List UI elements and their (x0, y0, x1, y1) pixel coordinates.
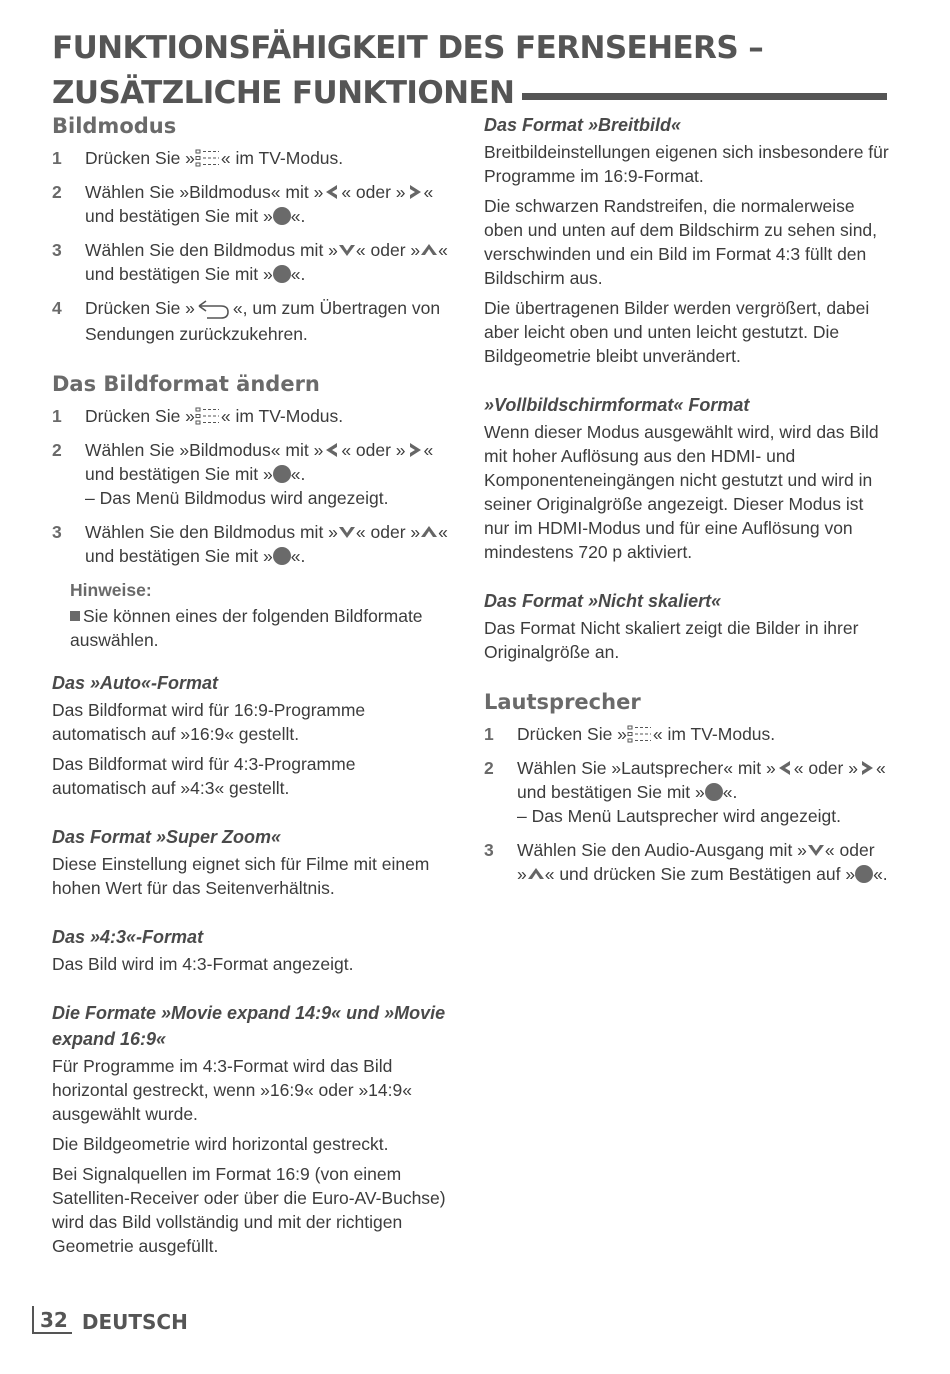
page-title (52, 26, 887, 116)
paragraph: Das Bildformat wird für 16:9-Programme automatisch auf »16:9« gestellt. (52, 700, 366, 744)
step-number: 2 (52, 182, 62, 202)
footer-language: DEUTSCH (81, 1310, 188, 1334)
lautsprecher-steps (484, 722, 889, 886)
paragraph: Breitbildeinstellungen eigenen sich insbesondere für Programme im 16:9-Format. (484, 142, 889, 186)
paragraph: Das Bildformat wird für 4:3-Programme automatisch auf »4:3« gestellt. (52, 754, 356, 798)
bildformat-steps (52, 404, 452, 568)
subheading-auto: Das »Auto«-Format (52, 673, 219, 693)
page-footer (32, 1306, 188, 1334)
paragraph: Das Format Nicht skaliert zeigt die Bilder in ihrer Originalgröße an. (484, 618, 859, 662)
ok-button-icon (705, 783, 723, 801)
note-heading: Hinweise: (70, 580, 152, 600)
bullet-square-icon (70, 611, 80, 621)
list-item: 1 Drücken Sie » « im TV-Modus. (52, 148, 344, 168)
subheading-movie: Die Formate »Movie expand 14:9« und »Movie expand 16:9« (52, 1003, 446, 1049)
paragraph: Das Bild wird im 4:3-Format angezeigt. (52, 954, 354, 974)
step-number: 2 (484, 758, 494, 778)
right-column (484, 112, 889, 896)
paragraph: Für Programme im 4:3-Format wird das Bild horizontal gestreckt, wenn »16:9« oder »14:9« ausgewählt wurde. (52, 1056, 412, 1124)
list-item: 3 Wählen Sie den Audio-Ausgang mit » « oder » « und drücken Sie zum Bestätigen auf » «. (484, 840, 888, 884)
paragraph: Die übertragenen Bilder werden vergrößert, dabei aber leicht oben und unten leicht gestutzt. Die Bildgeometrie bleibt unverändert. (484, 298, 870, 366)
ok-button-icon (273, 265, 291, 283)
ok-button-icon (273, 207, 291, 225)
bildmodus-steps (52, 146, 452, 346)
list-item: 1 Drücken Sie » « im TV-Modus. (484, 724, 776, 744)
menu-icon (627, 724, 653, 744)
arrow-down-icon (338, 242, 356, 258)
arrow-left-icon (323, 184, 341, 200)
subheading-superzoom: Das Format »Super Zoom« (52, 827, 282, 847)
arrow-right-icon (858, 760, 876, 776)
section-heading-bildmodus: Bildmodus (52, 114, 177, 138)
paragraph: Wenn dieser Modus ausgewählt wird, wird das Bild mit hoher Auflösung aus den HDMI- und Komponenteneingängen nicht gestutzt und wird in seiner Originalgröße angezeigt. Dieser Modus ist nur im HDMI-Modus und für eine Auflösung von mindestens 720 p aktiviert. (484, 422, 879, 562)
arrow-left-icon (776, 760, 794, 776)
paragraph: Bei Signalquellen im Format 16:9 (von einem Satelliten-Receiver oder über die Euro-AV-Buchse) wird das Bild vollständig und mit der richtigen Geometrie ausgefüllt. (52, 1164, 446, 1256)
step-number: 4 (52, 298, 62, 318)
section-heading-bildformat: Das Bildformat ändern (52, 372, 320, 396)
step-result: – Das Menü Lautsprecher wird angezeigt. (517, 806, 841, 826)
arrow-left-icon (323, 442, 341, 458)
step-number: 2 (52, 440, 62, 460)
list-item: 3 Wählen Sie den Bildmodus mit » « oder » « und bestätigen Sie mit » «. (52, 522, 448, 566)
list-item: 4 Drücken Sie » «, um zum Übertragen von Sendungen zurückzukehren. (52, 298, 441, 344)
list-item: 1 Drücken Sie » « im TV-Modus. (52, 406, 344, 426)
subheading-nichtskaliert: Das Format »Nicht skaliert« (484, 591, 722, 611)
list-item: 3 Wählen Sie den Bildmodus mit » « oder » « und bestätigen Sie mit » «. (52, 240, 448, 284)
page-title-line2: ZUSÄTZLICHE FUNKTIONEN (52, 75, 515, 111)
step-number: 1 (52, 406, 62, 426)
ok-button-icon (273, 547, 291, 565)
paragraph: Diese Einstellung eignet sich für Filme mit einem hohen Wert für das Seitenverhältnis. (52, 854, 430, 898)
arrow-down-icon (338, 524, 356, 540)
subheading-format43: Das »4:3«-Format (52, 927, 204, 947)
step-number: 1 (484, 724, 494, 744)
arrow-right-icon (406, 442, 424, 458)
subheading-vollbild: »Vollbildschirmformat« Format (484, 395, 750, 415)
step-number: 3 (484, 840, 494, 860)
note-item: Sie können eines der folgenden Bildformate auswählen. (70, 606, 423, 650)
back-icon (195, 298, 233, 322)
arrow-up-icon (420, 242, 438, 258)
step-number: 1 (52, 148, 62, 168)
page-number: 32 (32, 1306, 72, 1334)
title-rule (522, 93, 887, 100)
left-column (52, 112, 452, 1264)
step-number: 3 (52, 522, 62, 542)
arrow-up-icon (420, 524, 438, 540)
step-result: – Das Menü Bildmodus wird angezeigt. (85, 488, 389, 508)
list-item: 2 Wählen Sie »Bildmodus« mit » « oder » « und bestätigen Sie mit » «. – Das Menü Bildmodus wird angezeigt. (52, 440, 434, 508)
ok-button-icon (855, 865, 873, 883)
list-item: 2 Wählen Sie »Bildmodus« mit » « oder » « und bestätigen Sie mit » «. (52, 182, 434, 226)
arrow-up-icon (527, 866, 545, 882)
ok-button-icon (273, 465, 291, 483)
paragraph: Die Bildgeometrie wird horizontal gestreckt. (52, 1134, 389, 1154)
page-title-line1: FUNKTIONSFÄHIGKEIT DES FERNSEHERS – (52, 30, 764, 66)
menu-icon (195, 148, 221, 168)
list-item: 2 Wählen Sie »Lautsprecher« mit » « oder » « und bestätigen Sie mit » «. – Das Menü Lautsprecher wird angezeigt. (484, 758, 886, 826)
subheading-breitbild: Das Format »Breitbild« (484, 115, 682, 135)
section-heading-lautsprecher: Lautsprecher (484, 690, 641, 714)
arrow-right-icon (406, 184, 424, 200)
menu-icon (195, 406, 221, 426)
arrow-down-icon (807, 842, 825, 858)
step-number: 3 (52, 240, 62, 260)
paragraph: Die schwarzen Randstreifen, die normalerweise oben und unten auf dem Bildschirm zu sehen sind, verschwinden und ein Bild im Format 4:3 füllt den Bildschirm aus. (484, 196, 878, 288)
